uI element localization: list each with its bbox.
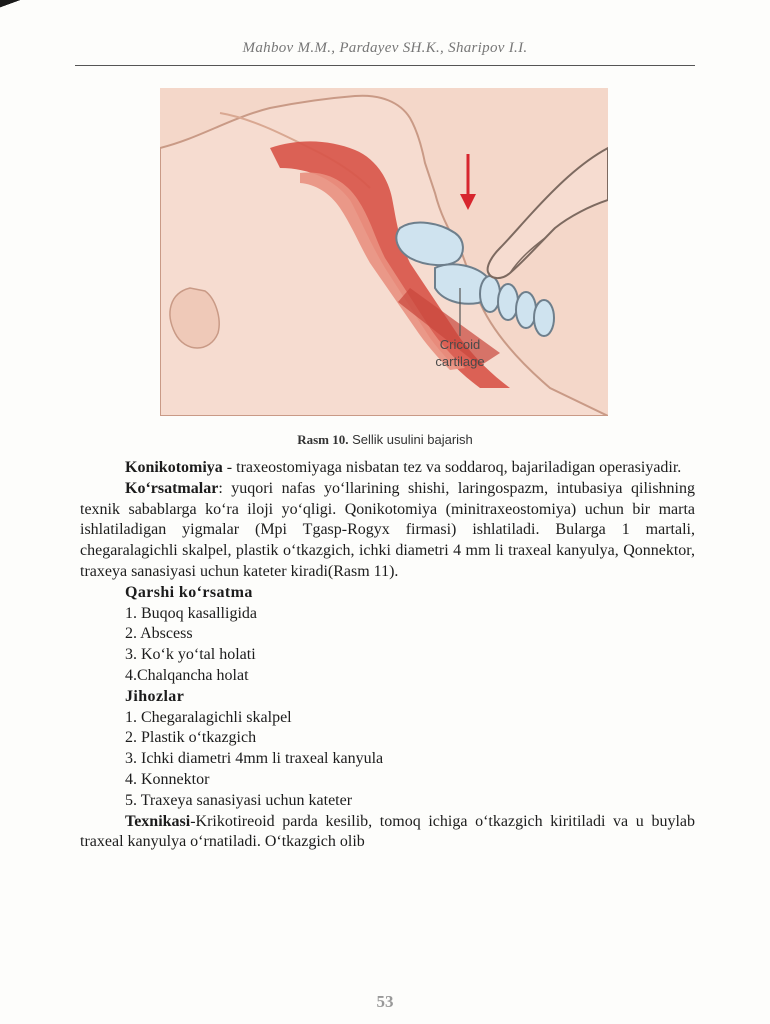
equip-title: Jihozlar <box>125 687 185 705</box>
list-item: 2. Abscess <box>125 625 193 643</box>
list-item: 1. Chegaralagichli skalpel <box>125 708 292 726</box>
term-indications: Ko‘rsatmalar <box>125 479 219 497</box>
figure-caption <box>0 432 770 448</box>
list-item: 1. Buqoq kasalligida <box>125 604 257 622</box>
cricoid-label: Cricoid <box>439 337 481 352</box>
indications-text: : yuqori nafas yo‘llarining shishi, laringospazm, intubasiya qilishning texnik sabablarga ko‘ra iloji yo‘qligi. Qonikotomiya (minitraxeostomiya) uchun bir marta ishlatiladigan yigmalar (Mpi Tgasp-Rogyx firmasi) ishlatiladi. Bularga 1 martali, chegaralagichli skalpel, plastik o‘tkazgich, ichki diametri 4 mm li traxeal kanyulya, Qonnektor, traxeya sanasiyasi uchun kateter kiradi(Rasm 11). <box>80 479 695 580</box>
list-item: 3. Ko‘k yo‘tal holati <box>125 646 256 664</box>
header-rule <box>75 65 695 66</box>
running-header: Mahbov M.M., Pardayev SH.K., Sharipov I.I. <box>242 40 528 56</box>
scan-corner-mark <box>0 0 30 10</box>
term-technique: Texnikasi <box>125 812 191 830</box>
list-item: 3. Ichki diametri 4mm li traxeal kanyula <box>125 750 384 768</box>
list-item: 2. Plastik o‘tkazgich <box>125 729 257 747</box>
paragraph-technique <box>80 812 695 854</box>
contra-title: Qarshi ko‘rsatma <box>125 583 253 601</box>
caption-number: Rasm 10. <box>297 432 349 447</box>
sellick-illustration-svg <box>160 88 608 416</box>
term-konikotomiya: Konikotomiya <box>125 459 223 476</box>
body-text <box>80 458 695 853</box>
paragraph-indications <box>80 479 695 583</box>
technique-text: -Krikotireoid parda kesilib, tomoq ichiga o‘tkazgich kiritiladi va u buylab traxeal kanyulya o‘rnatiladi. O‘tkazgich olib <box>80 812 695 851</box>
sellick-illustration <box>160 88 608 416</box>
hand <box>488 148 608 278</box>
list-item: 5. Traxeya sanasiyasi uchun kateter <box>125 791 353 809</box>
cartilage-label: cartilage <box>435 354 485 369</box>
konikotomiya-definition: - traxeostomiyaga nisbatan tez va soddaroq, bajariladigan operasiyadir. <box>222 459 682 476</box>
paragraph-konikotomiya <box>80 458 695 479</box>
page-number: 53 <box>376 992 394 1011</box>
list-item: 4.Chalqancha holat <box>125 666 249 684</box>
list-item: 4. Konnektor <box>125 770 210 788</box>
contraindications-heading <box>80 583 695 604</box>
caption-text: Sellik usulini bajarish <box>348 432 473 447</box>
equipment-heading <box>80 687 695 708</box>
pressure-arrow <box>460 154 476 210</box>
